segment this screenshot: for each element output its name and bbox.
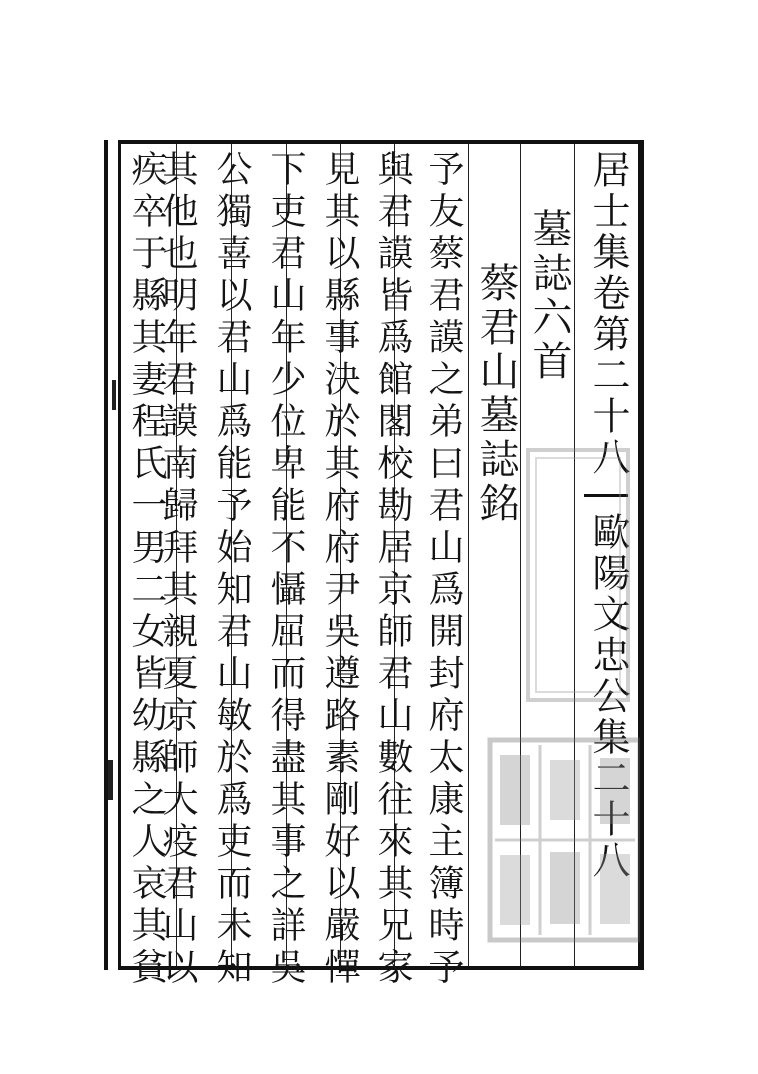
seal-graphic <box>470 440 640 950</box>
section-heading: 墓誌六首 <box>526 208 572 384</box>
ink-mark <box>112 380 116 410</box>
outer-left-rule <box>104 140 108 970</box>
text-column-5: 公獨喜以君山爲能予始知君山敏於爲吏而未知 <box>211 150 252 990</box>
text-column-1: 予友蔡君謨之弟曰君山爲開封府太康主簿時予 <box>423 150 464 990</box>
ink-mark <box>108 760 113 800</box>
text-column-3: 見其以縣事決於其府府尹吳遵路素剛好以嚴憚 <box>319 150 360 990</box>
piece-title: 蔡君山墓誌銘 <box>473 262 519 526</box>
book-title: 居士集卷第二十八 <box>586 150 630 478</box>
text-column-4: 下吏君山年少位卑能不懾屈而得盡其事之詳吳 <box>265 150 306 990</box>
text-column-7: 疾卒于縣其妻程氏一男二女皆幼縣之人哀其貧 <box>126 150 167 990</box>
collection-title: 歐陽文忠公集二十八 <box>586 512 630 881</box>
outer-right-rule <box>641 140 644 970</box>
library-seal <box>470 440 640 950</box>
text-column-2: 與君謨皆爲館閣校勘居京師君山數往來其兄家 <box>372 150 413 990</box>
text-column-6: 其他也明年君謨南歸拜其親夏京師大疫君山以 <box>157 150 198 990</box>
